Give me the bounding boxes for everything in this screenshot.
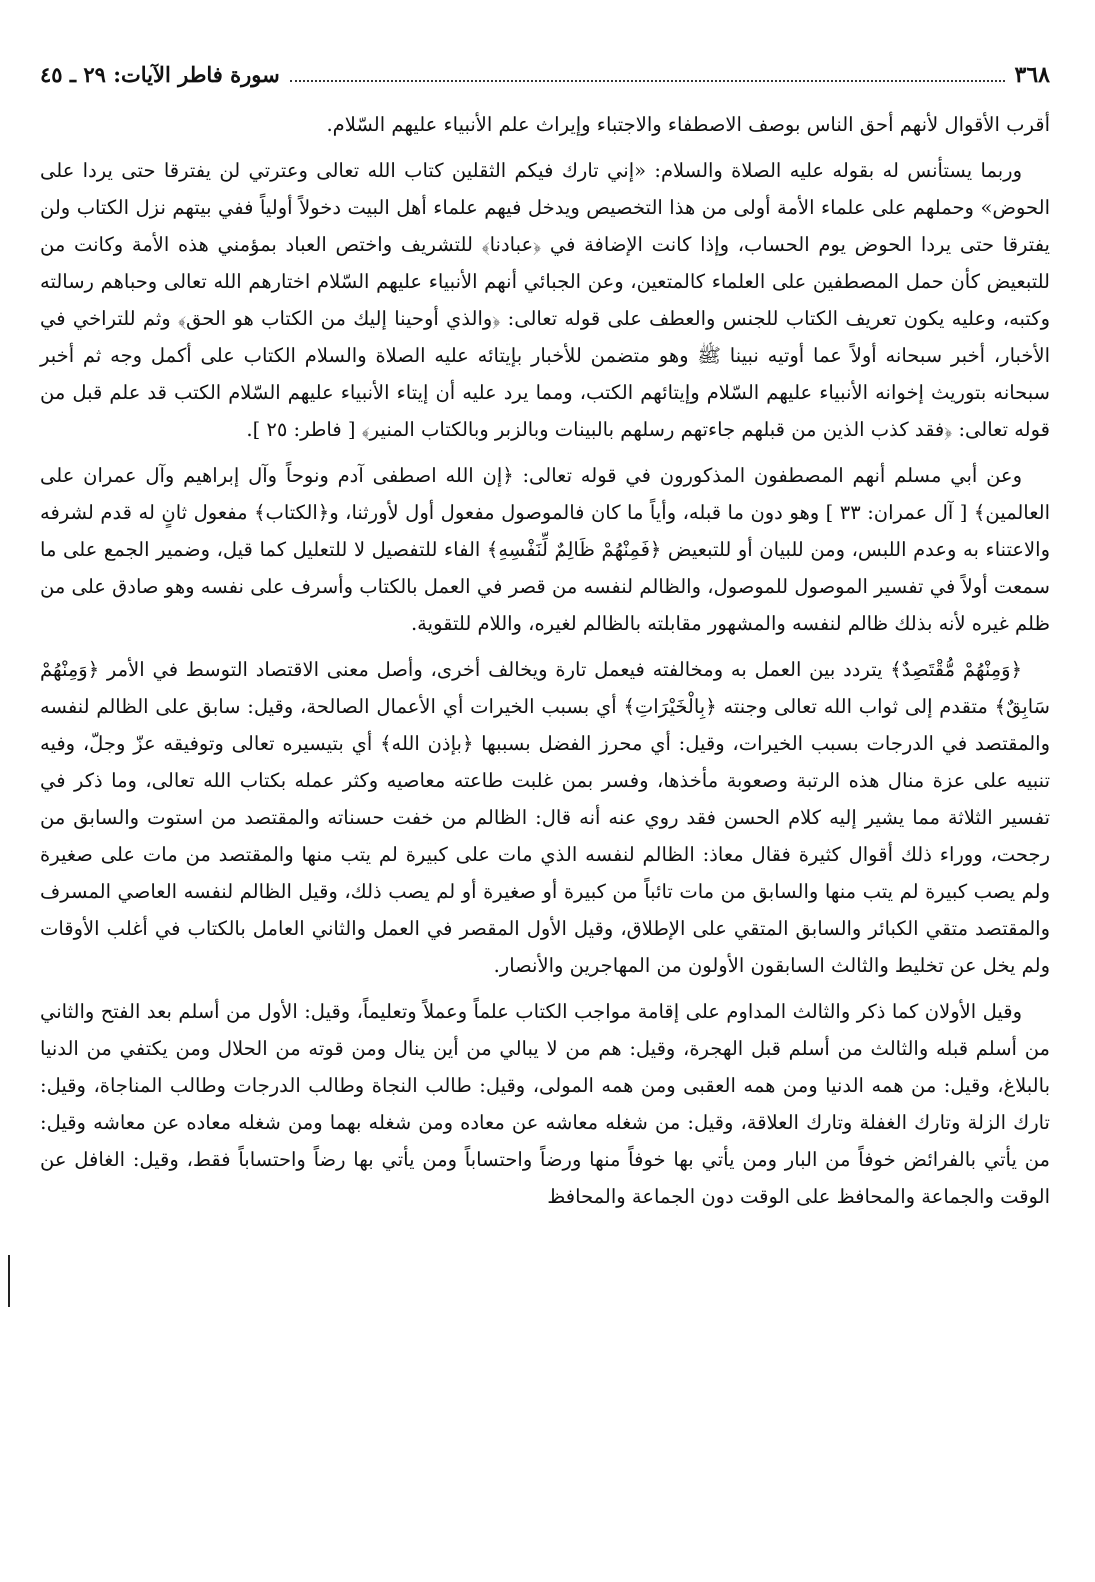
- dotted-leader: [290, 68, 1005, 82]
- surah-reference: سورة فاطر الآيات: ٢٩ ـ ٤٥: [40, 62, 280, 87]
- paragraph-1: أقرب الأقوال لأنهم أحق الناس بوصف الاصطفاء والاجتباء وإيراث علم الأنبياء عليهم السّلام.: [326, 113, 1050, 136]
- paragraph-3: وعن أبي مسلم أنهم المصطفون المذكورون في قوله تعالى: ﴿إن الله اصطفى آدم ونوحاً وآل إبراهيم وآل عمران على العالمين﴾ [ آل عمران: ٣٣ ] وهو دون ما قبله، وأياً ما كان فالموصول مفعول أول لأورثنا، و﴿الكتاب﴾ مفعول ثانٍ له قدم لشرفه والاعتناء به وعدم اللبس، ومن للبيان أو للتبعيض ﴿فَمِنْهُمْ ظَالِمٌ لِّنَفْسِهِ﴾ الفاء للتفصيل لا للتعليل كما قيل، وضمير الجمع على ما سمعت أولاً في تفسير الموصول للموصول، والظالم لنفسه من قصر في العمل بالكتاب وأسرف على نفسه وهو صادق على من ظلم غيره لأنه بذلك ظالم لنفسه والمشهور مقابلته بالظالم لغيره، واللام للتقوية.: [40, 464, 1051, 635]
- paragraph-4: ﴿وَمِنْهُمْ مُّقْتَصِدٌ﴾ يتردد بين العمل به ومخالفته فيعمل تارة ويخالف أخرى، وأصل معنى الاقتصاد التوسط في الأمر ﴿وَمِنْهُمْ سَابِقٌ﴾ متقدم إلى ثواب الله تعالى وجنته ﴿بِالْخَيْرَاتِ﴾ أي بسبب الخيرات أي الأعمال الصالحة، وقيل: سابق على الظالم لنفسه والمقتصد في الدرجات بسبب الخيرات، وقيل: أي محرز الفضل بسببها ﴿بإذن الله﴾ أي بتيسيره تعالى وتوفيقه عزّ وجلّ، وفيه تنبيه على عزة منال هذه الرتبة وصعوبة مأخذها، وفسر بمن غلبت طاعته معاصيه وكثر عمله بكتاب الله تعالى، وما ذكر في تفسير الثلاثة مما يشير إليه كلام الحسن فقد روي عنه أنه قال: الظالم من خفت حسناته والمقتصد من استوت والسابق من رجحت، ووراء ذلك أقوال كثيرة فقال معاذ: الظالم لنفسه الذي مات على كبيرة لم يتب منها والمقتصد من مات على صغيرة ولم يصب كبيرة لم يتب منها والسابق من مات تائباً من كبيرة أو صغيرة أو لم يصب ذلك، وقيل الظالم لنفسه العاصي المسرف والمقتصد متقي الكبائر والسابق المتقي على الإطلاق، وقيل الأول المقصر في العمل والثاني العامل بالكتاب في أغلب الأوقات ولم يخل عن تخليط والثالث السابقون الأولون من المهاجرين والأنصار.: [40, 658, 1050, 977]
- paragraph-5: وقيل الأولان كما ذكر والثالث المداوم على إقامة مواجب الكتاب علماً وعملاً وتعليماً، وقيل: الأول من أسلم بعد الفتح والثاني من أسلم قبله والثالث من أسلم قبل الهجرة، وقيل: هم من لا يبالي من أين ينال ومن قوته من الحلال ومن يكتفي من الدنيا بالبلاغ، وقيل: من همه الدنيا ومن همه العقبى ومن همه المولى، وقيل: طالب النجاة وطالب الدرجات وطالب المناجاة، وقيل: تارك الزلة وتارك الغفلة وتارك العلاقة، وقيل: من شغله معاشه عن معاده ومن شغله بهما ومن شغله معاده عن معاشه وقيل: من يأتي بالفرائض خوفاً من البار ومن يأتي بها خوفاً منها ورضاً واحتساباً ومن يأتي بها رضاً واحتساباً فقط، وقيل: الغافل عن الوقت والجماعة والمحافظ على الوقت دون الجماعة والمحافظ: [40, 1000, 1050, 1208]
- page-body: [40, 106, 1050, 1215]
- margin-mark: [8, 1255, 10, 1307]
- paragraph-2: وربما يستأنس له بقوله عليه الصلاة والسلام: «إني تارك فيكم الثقلين كتاب الله تعالى وعترتي لن يفترقا حتى يردا على الحوض» وحملهم على علماء الأمة أولى من هذا التخصيص ويدخل فيهم علماء أهل البيت دخولاً أولياً ففي بيتهم نزل الكتاب ولن يفترقا حتى يردا الحوض يوم الحساب، وإذا كانت الإضافة في ﴿عبادنا﴾ للتشريف واختص العباد بمؤمني هذه الأمة وكانت من للتبعيض كأن حمل المصطفين على العلماء كالمتعين، وعن الجبائي أنهم الأنبياء عليهم السّلام اختارهم الله تعالى وحباهم رسالته وكتبه، وعليه يكون تعريف الكتاب للجنس والعطف على قوله تعالى: ﴿والذي أوحينا إليك من الكتاب هو الحق﴾ وثم للتراخي في الأخبار، أخبر سبحانه أولاً عما أوتيه نبينا ﷺ وهو متضمن للأخبار بإيتائه عليه الصلاة والسلام الكتاب على أكمل وجه ثم أخبر سبحانه بتوريث إخوانه الأنبياء عليهم السّلام وإيتائهم الكتب، ومما يرد عليه أن إيتاء الأنبياء عليهم السّلام الكتب قد علم قبل من قوله تعالى: ﴿فقد كذب الذين من قبلهم جاءتهم رسلهم بالبينات وبالزبر وبالكتاب المنير﴾ [ فاطر: ٢٥ ].: [40, 159, 1051, 441]
- page-number: ٣٦٨: [1014, 62, 1050, 88]
- book-page: [40, 58, 1050, 1548]
- running-header: [40, 58, 1050, 92]
